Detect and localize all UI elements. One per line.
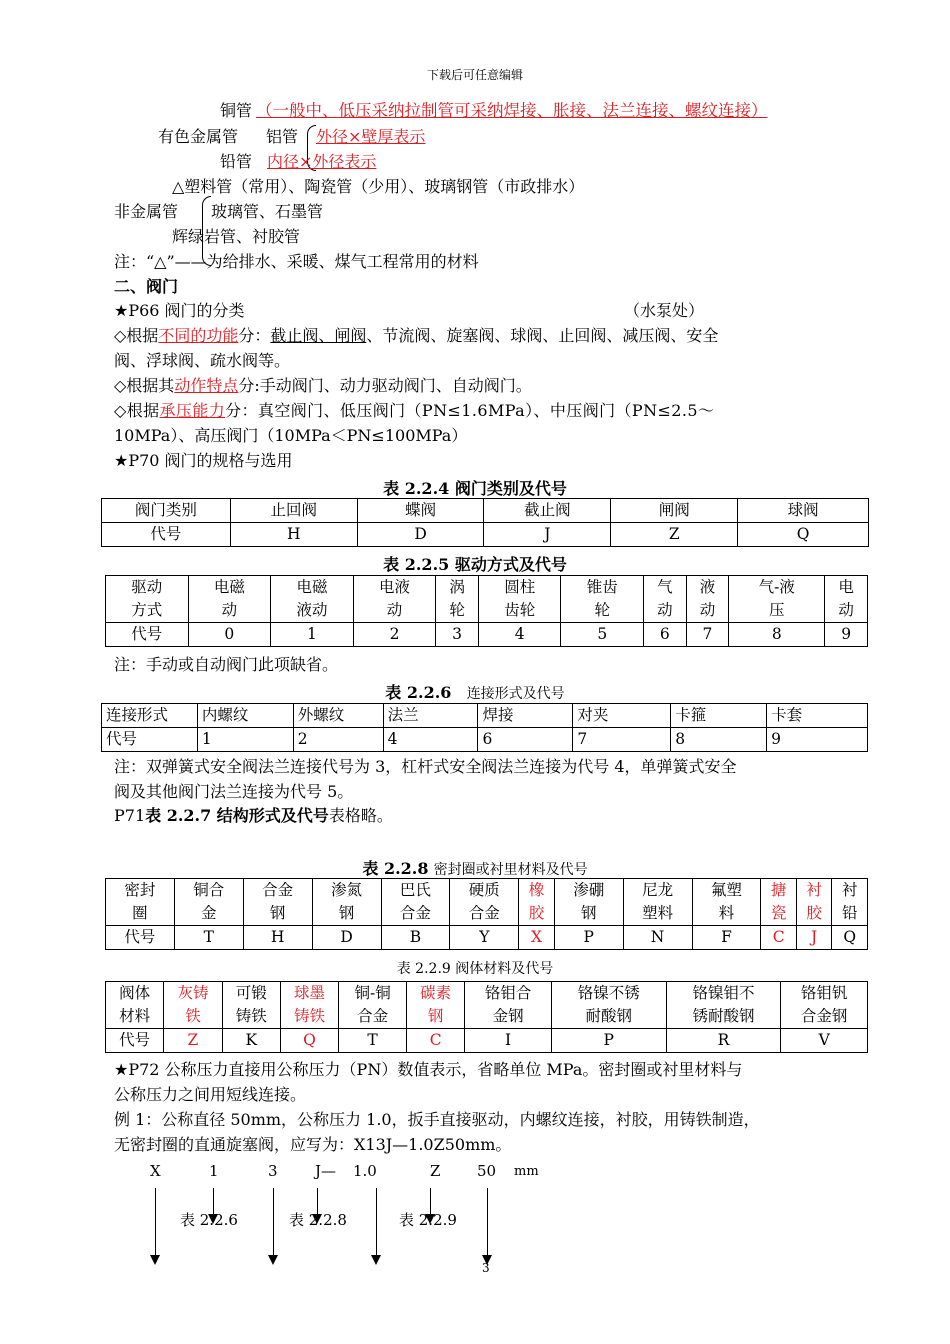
- nonferrous-label: 有色金属管: [158, 127, 239, 146]
- p70-title: ★P70 阀门的规格与选用: [114, 451, 293, 470]
- pressure-line: [114, 401, 714, 421]
- t226-cell: 卡套: [767, 704, 868, 728]
- page-header: 下载后可任意编辑: [426, 68, 523, 82]
- action-line: [114, 376, 532, 396]
- table-row: [102, 499, 869, 523]
- t229-cell-line2: 耐酸钢: [585, 1007, 632, 1025]
- t225-cell: 3: [436, 623, 479, 647]
- t228-cell-line2: 胶: [806, 904, 822, 922]
- t229-caption: 表 2.2.9 阀体材料及代号: [396, 961, 554, 977]
- t229-cell-line2: 铸铁: [294, 1007, 326, 1025]
- t224-caption: 表 2.2.4 阀门类别及代号: [383, 479, 567, 498]
- t226-cell: 6: [478, 728, 573, 752]
- t229-cell: [280, 982, 338, 1029]
- t228-caption-num: 表 2.2.8: [362, 859, 429, 878]
- t229-cell-line2: 合金: [357, 1007, 389, 1025]
- t226-cell: 代号: [102, 728, 198, 752]
- note-line: 注：“△”——为给排水、采暖、煤气工程常用的材料: [114, 252, 479, 271]
- pressure-prefix: ◇根据: [114, 401, 160, 420]
- t225-cell-line1: 液: [699, 578, 716, 596]
- t225-cell-line1: 锥齿: [586, 578, 618, 596]
- t225-cell: [825, 576, 868, 623]
- t228-cell-line2: 金: [201, 904, 217, 922]
- t228-cell: [692, 879, 761, 926]
- action-rest: 分:手动阀门、动力驱动阀门、自动阀门。: [238, 376, 532, 395]
- t225-cell: 9: [825, 623, 868, 647]
- t228-cell-line1: 渗氮: [331, 881, 363, 899]
- arrow-x-shaft: [155, 1188, 156, 1256]
- code-j: J—: [315, 1162, 337, 1180]
- t228-cell: 代号: [106, 926, 175, 950]
- t225-cell: [271, 576, 354, 623]
- t229-cell: V: [781, 1029, 868, 1053]
- t228-cell: F: [692, 926, 761, 950]
- t225-note: 注：手动或自动阀门此项缺省。: [114, 655, 339, 674]
- copper-label: 铜管: [220, 101, 253, 120]
- t228-cell-line2: 塑料: [642, 904, 674, 922]
- t225-cell-line2: 轮: [449, 601, 465, 619]
- t225-cell: 代号: [106, 623, 189, 647]
- t228-cell: [796, 879, 832, 926]
- t228-cell: T: [174, 926, 243, 950]
- t225-cell: [436, 576, 479, 623]
- t225-cell-line2: 液动: [296, 601, 328, 619]
- t224-h0: 阀门类别: [102, 499, 231, 523]
- t224-h5: 球阀: [738, 499, 869, 523]
- t229-cell: P: [551, 1029, 666, 1053]
- t226-cell: 8: [671, 728, 767, 752]
- section-title: 二、阀门: [114, 277, 179, 296]
- t226-caption: [0, 680, 950, 703]
- table-226: [101, 703, 868, 752]
- table-row: [102, 704, 868, 728]
- t224-h3: 截止阀: [484, 499, 611, 523]
- code-pn: 1.0: [353, 1162, 377, 1180]
- t225-cell: [106, 576, 189, 623]
- aluminum-label: 铝管: [266, 127, 299, 146]
- table-row: [106, 926, 868, 950]
- t228-cell: [450, 879, 519, 926]
- t229-cell-line1: 铬钼钒: [800, 984, 848, 1002]
- t229-cell: I: [465, 1029, 552, 1053]
- t228-cell-line2: 胶: [528, 904, 545, 922]
- example-line1: 例 1：公称直径 50mm，公称压力 1.0，扳手直接驱动，内螺纹连接，衬胶，用铸铁制造，: [114, 1110, 760, 1129]
- t225-cell: 0: [188, 623, 271, 647]
- t229-cell: [407, 982, 465, 1029]
- t225-cell-line1: 电磁: [296, 578, 328, 596]
- t226-cell: 9: [767, 728, 868, 752]
- t226-cell: 1: [197, 728, 293, 752]
- t229-cell: Q: [280, 1029, 338, 1053]
- t225-cell: [644, 576, 687, 623]
- p72-line2: 公称压力之间用短线连接。: [114, 1085, 307, 1104]
- t228-cell: D: [312, 926, 381, 950]
- diagram-label-229: 表 2.2.9: [399, 1211, 457, 1229]
- copper-note: （一般中、低压采纳拉制管可采纳焊接、胀接、法兰连接、螺纹连接）: [256, 101, 768, 120]
- diabase-line: 辉绿岩管、衬胶管: [172, 227, 301, 246]
- t228-cell: B: [381, 926, 450, 950]
- pressure-line2: 10MPa）、高压阀门（10MPa＜PN≤100MPa）: [114, 426, 468, 445]
- function-prefix: ◇根据: [114, 326, 159, 345]
- t229-cell: K: [222, 1029, 280, 1053]
- t229-cell-line1: 可锻: [235, 984, 267, 1002]
- t229-cell-line1: 碳素: [420, 984, 452, 1002]
- t229-cell: R: [666, 1029, 781, 1053]
- arrow-50-shaft: [487, 1188, 488, 1256]
- t224-h2: 蝶阀: [357, 499, 484, 523]
- t228-cell: H: [243, 926, 312, 950]
- t225-cell-line2: 齿轮: [504, 601, 536, 619]
- t225-cell: 8: [729, 623, 825, 647]
- t225-cell-line1: 气-液: [758, 578, 795, 596]
- t225-cell: 1: [271, 623, 354, 647]
- arrow-pn-head: [371, 1255, 381, 1265]
- t226-note2: 阀及其他阀门法兰连接为代号 5。: [114, 782, 354, 801]
- t228-cell: [106, 879, 175, 926]
- code-mm: mm: [514, 1164, 539, 1179]
- t228-cell-line2: 合金: [399, 904, 431, 922]
- action-key: 动作特点: [174, 376, 239, 395]
- t229-cell-line1: 灰铸: [177, 984, 209, 1002]
- t226-cell: 4: [383, 728, 478, 752]
- p66-side: （水泵处）: [624, 301, 705, 320]
- t229-cell-line1: 铬镍钼不: [692, 984, 755, 1002]
- function-line2: 阀、浮球阀、疏水阀等。: [114, 351, 291, 370]
- arrow-x-head: [150, 1255, 160, 1265]
- t225-cell: [478, 576, 561, 623]
- t225-cell-line2: 动: [838, 601, 854, 619]
- t225-cell: 7: [686, 623, 729, 647]
- diagram-label-226: 表 2.2.6: [180, 1211, 238, 1229]
- t228-cell-line2: 料: [718, 904, 735, 922]
- t229-cell: [164, 982, 222, 1029]
- t226-cell: 2: [293, 728, 383, 752]
- arrow-3-shaft: [273, 1188, 274, 1256]
- t224-c1: H: [230, 523, 357, 547]
- lead-note: 内径×外径表示: [267, 152, 377, 171]
- table-row: [106, 623, 868, 647]
- t225-cell: [353, 576, 436, 623]
- t225-cell: [729, 576, 825, 623]
- t229-cell: [666, 982, 781, 1029]
- t229-cell-line2: 金钢: [492, 1007, 524, 1025]
- t228-cell-line1: 密封: [124, 881, 156, 899]
- t225-cell-line1: 电: [838, 578, 854, 596]
- t228-cell: [554, 879, 623, 926]
- t229-cell: [781, 982, 868, 1029]
- t226-note1: 注：双弹簧式安全阀法兰连接代号为 3，杠杆式安全阀法兰连接为代号 4，单弹簧式安全: [114, 757, 737, 776]
- t228-cell: J: [796, 926, 832, 950]
- t228-cell-line2: 合金: [468, 904, 500, 922]
- t229-cell-line2: 材料: [119, 1007, 151, 1025]
- t226-caption-num: 表 2.2.6: [385, 683, 452, 702]
- t228-cell-line1: 橡: [528, 881, 545, 899]
- code-z: Z: [430, 1162, 441, 1180]
- t224-c0: 代号: [102, 523, 231, 547]
- code-x: X: [150, 1162, 161, 1180]
- arrow-pn-shaft: [376, 1188, 377, 1256]
- t229-cell: [222, 982, 280, 1029]
- t229-cell: C: [407, 1029, 465, 1053]
- t225-caption: 表 2.2.5 驱动方式及代号: [383, 555, 567, 574]
- t225-cell: 5: [561, 623, 644, 647]
- t225-cell-line2: 压: [769, 601, 785, 619]
- t228-cell-line1: 氟塑: [710, 881, 742, 899]
- t226-cell: 7: [573, 728, 671, 752]
- t228-cell: [623, 879, 692, 926]
- lead-label: 铅管: [220, 152, 253, 171]
- table-row: [106, 576, 868, 623]
- t225-cell: 6: [644, 623, 687, 647]
- t229-cell: [106, 982, 164, 1029]
- t228-cell: P: [554, 926, 623, 950]
- t229-cell: 代号: [106, 1029, 164, 1053]
- p71-rest: 表格略。: [328, 806, 393, 825]
- t228-caption-text: 密封圈或衬里材料及代号: [433, 862, 588, 878]
- t228-cell: [312, 879, 381, 926]
- t228-cell-line1: 硬质: [468, 881, 500, 899]
- p71-bold: 表 2.2.7 结构形式及代号: [145, 806, 329, 825]
- p71-prefix: P71: [114, 806, 146, 825]
- t229-cell: [465, 982, 552, 1029]
- t228-cell: X: [519, 926, 555, 950]
- t228-cell: [832, 879, 868, 926]
- t228-cell-line1: 衬: [806, 881, 822, 899]
- t224-c3: J: [484, 523, 611, 547]
- t228-cell: N: [623, 926, 692, 950]
- t228-cell: [381, 879, 450, 926]
- t225-cell: [686, 576, 729, 623]
- t228-cell-line2: 铅: [841, 904, 858, 922]
- t226-cell: 法兰: [383, 704, 478, 728]
- t229-cell-line1: 球墨: [294, 984, 326, 1002]
- t228-cell: C: [761, 926, 797, 950]
- table-row: [102, 523, 869, 547]
- t225-cell-line2: 动: [386, 601, 403, 619]
- t225-cell-line1: 驱动: [131, 578, 163, 596]
- t228-cell: [761, 879, 797, 926]
- table-228: [105, 878, 868, 950]
- t229-cell-line1: 铬镍不锈: [577, 984, 640, 1002]
- t229-cell-line2: 锈耐酸钢: [692, 1007, 755, 1025]
- t229-cell: Z: [164, 1029, 222, 1053]
- t226-cell: 内螺纹: [197, 704, 293, 728]
- table-224: [101, 498, 869, 547]
- t225-cell-line2: 动: [221, 601, 238, 619]
- plastic-line: △塑料管（常用）、陶瓷管（少用）、玻璃钢管（市政排水）: [172, 177, 585, 196]
- pressure-rest: 分：真空阀门、低压阀门（PN≤1.6MPa）、中压阀门（PN≤2.5～: [225, 401, 715, 420]
- t228-cell: [519, 879, 555, 926]
- t225-cell-line2: 动: [657, 601, 673, 619]
- t225-cell-line1: 涡: [449, 578, 465, 596]
- code-3: 3: [268, 1162, 278, 1180]
- t229-cell-line1: 阀体: [119, 984, 151, 1002]
- t229-cell-line2: 铁: [185, 1007, 201, 1025]
- function-rest: 、节流阀、旋塞阀、球阀、止回阀、减压阀、安全: [366, 326, 719, 345]
- t228-cell: Y: [450, 926, 519, 950]
- t229-cell-line2: 钢: [427, 1007, 444, 1025]
- t226-cell: 焊接: [478, 704, 573, 728]
- t228-cell-line1: 搪: [770, 881, 787, 899]
- pressure-key: 承压能力: [159, 401, 226, 420]
- p66-title: ★P66 阀门的分类: [114, 301, 245, 320]
- t228-cell-line2: 钢: [338, 904, 355, 922]
- t228-cell-line2: 钢: [580, 904, 597, 922]
- table-row: [106, 879, 868, 926]
- diagram-label-228: 表 2.2.8: [289, 1211, 347, 1229]
- t225-cell: [561, 576, 644, 623]
- t229-cell-line2: 合金钢: [800, 1007, 848, 1025]
- t225-cell-line1: 电磁: [213, 578, 245, 596]
- table-row: [106, 982, 868, 1029]
- function-mid: 分：: [238, 326, 271, 345]
- t228-caption: [0, 856, 950, 879]
- t228-cell: [174, 879, 243, 926]
- function-underlined: 截止阀、闸阀: [270, 326, 367, 345]
- t229-cell: [339, 982, 407, 1029]
- t229-cell-line2: 铸铁: [235, 1007, 267, 1025]
- t228-cell-line2: 圈: [132, 904, 148, 922]
- t225-cell-line2: 方式: [131, 601, 163, 619]
- function-key: 不同的功能: [158, 326, 239, 345]
- aluminum-note: 外径×壁厚表示: [316, 127, 426, 146]
- table-225: [105, 575, 868, 647]
- p71-line: [114, 806, 393, 826]
- t226-caption-text: 连接形式及代号: [466, 686, 565, 702]
- t224-h1: 止回阀: [230, 499, 357, 523]
- t225-cell-line1: 圆柱: [504, 578, 536, 596]
- t225-cell: 4: [478, 623, 561, 647]
- code-50: 50: [477, 1162, 497, 1180]
- t228-cell-line1: 铜合: [193, 881, 225, 899]
- t229-cell-line1: 铬钼合: [484, 984, 532, 1002]
- nonmetal-label: 非金属管: [114, 202, 179, 221]
- t228-cell-line2: 瓷: [770, 904, 787, 922]
- function-line: [114, 326, 718, 346]
- action-prefix: ◇根据其: [114, 376, 175, 395]
- t228-cell: [243, 879, 312, 926]
- t226-cell: 连接形式: [102, 704, 198, 728]
- t224-c5: Q: [738, 523, 869, 547]
- p72-line1: ★P72 公称压力直接用公称压力（PN）数值表示，省略单位 MPa。密封圈或衬里材料与: [114, 1060, 743, 1079]
- t225-cell-line2: 轮: [594, 601, 611, 619]
- t228-cell-line2: 钢: [269, 904, 286, 922]
- arrow-3-head: [268, 1255, 278, 1265]
- t225-cell-line2: 动: [699, 601, 716, 619]
- t228-cell-line1: 合金: [262, 881, 294, 899]
- t226-cell: 对夹: [573, 704, 671, 728]
- t224-h4: 闸阀: [611, 499, 738, 523]
- example-line2: 无密封圈的直通旋塞阀，应写为：X13J—1.0Z50mm。: [114, 1135, 512, 1154]
- page-number: 3: [482, 1261, 490, 1275]
- t225-cell-line1: 电液: [379, 578, 411, 596]
- code-1: 1: [209, 1162, 219, 1180]
- t228-cell-line1: 尼龙: [642, 881, 674, 899]
- t229-cell: [551, 982, 666, 1029]
- t229-cell-line1: 铜-铜: [354, 984, 391, 1002]
- t228-cell-line1: 巴氏: [399, 881, 431, 899]
- table-row: [106, 1029, 868, 1053]
- t226-cell: 卡箍: [671, 704, 767, 728]
- t229-cell: T: [339, 1029, 407, 1053]
- t225-cell-line1: 气: [657, 578, 673, 596]
- t228-cell-line1: 渗硼: [573, 881, 605, 899]
- t228-cell: Q: [832, 926, 868, 950]
- t226-cell: 外螺纹: [293, 704, 383, 728]
- t225-cell: 2: [353, 623, 436, 647]
- t224-c2: D: [357, 523, 484, 547]
- t225-cell: [188, 576, 271, 623]
- table-row: [102, 728, 868, 752]
- table-229: [105, 981, 868, 1053]
- t228-cell-line1: 衬: [841, 881, 858, 899]
- glass-line: 玻璃管、石墨管: [211, 202, 324, 221]
- t224-c4: Z: [611, 523, 738, 547]
